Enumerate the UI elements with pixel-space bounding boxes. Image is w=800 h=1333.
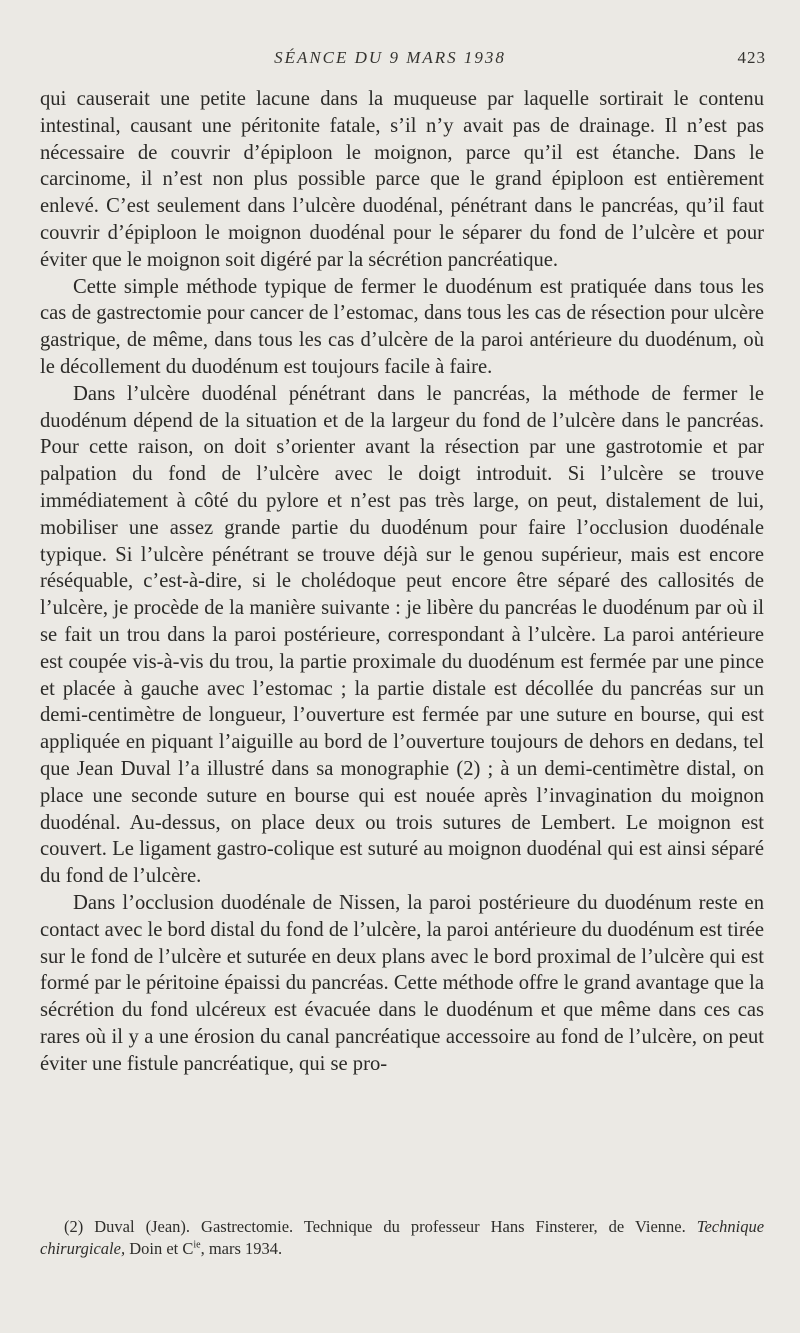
running-title: SÉANCE DU 9 MARS 1938	[274, 48, 506, 67]
footnote	[40, 1216, 764, 1260]
page-header	[40, 48, 766, 74]
paragraph-4: Dans l’occlusion duodénale de Nissen, la paroi postérieure du duodénum reste en contact avec le bord distal du fond de l’ulcère, la paroi antérieure du duodénum est tirée sur le fond de l’ulcère et suturée en deux plans avec le bord proximal de l’ulcère qui est formé par le péritoine épaissi du pancréas. Cette méthode offre le grand avantage que la sécrétion du fond ulcéreux est évacuée dans le duodénum et que même dans ces cas rares où il y a une érosion du canal pancréatique accessoire au fond de l’ulcère, on peut éviter une fistule pancréatique, qui se pro-	[40, 891, 764, 1075]
footnote-journal: Technique chirurgicale,	[40, 1217, 765, 1258]
paragraph-2: Cette simple méthode typique de fermer le duodénum est pratiquée dans tous les cas de gastrectomie pour cancer de l’estomac, dans tous les cas de résection pour ulcère gastrique, de même, dans tous les cas d’ulcère de la paroi antérieure du duodénum, où le décollement du duodénum est toujours facile à faire.	[40, 275, 764, 378]
body-text	[40, 86, 764, 1077]
footnote-2	[40, 1216, 764, 1260]
footnote-publisher: Doin et C	[129, 1239, 194, 1258]
page-number: 423	[737, 48, 766, 67]
footnote-date: , mars 1934.	[200, 1239, 283, 1258]
footnote-publisher-sup: ie	[193, 1239, 201, 1251]
paragraph-1: qui causerait une petite lacune dans la muqueuse par laquelle sortirait le contenu intestinal, causant une péritonite fatale, s’il n’y avait pas de drainage. Il n’est pas nécessaire de couvrir d’épiploon le moignon, parce qu’il est étanche. Dans le carcinome, il n’est non plus possible parce que le grand épiploon est entièrement enlevé. C’est seulement dans l’ulcère duodénal, pénétrant dans le pancréas, qu’il faut couvrir d’épiploon le moignon duodénal pour le séparer du fond de l’ulcère et pour éviter que le moignon soit digéré par la sécrétion pancréatique.	[40, 88, 764, 271]
paragraph-3: Dans l’ulcère duodénal pénétrant dans le pancréas, la méthode de fermer le duodénum dépend de la situation et de la largeur du fond de l’ulcère dans le pancréas. Pour cette raison, on doit s’orienter avant la résection par une gastrotomie et par palpation du fond de l’ulcère avec le doigt introduit. Si l’ulcère se trouve immédiatement à côté du pylore et n’est pas très large, on peut, distalement de lui, mobiliser une assez grande partie du duodénum pour faire l’occlusion duodénale typique. Si l’ulcère pénétrant se trouve déjà sur le genou supérieur, mais est encore réséquable, c’est-à-dire, si le cholédoque peut encore être séparé des callosités de l’ulcère, je procède de la manière suivante : je libère du pancréas le duodénum par où il se fait un trou dans la paroi postérieure, correspondant à l’ulcère. La paroi antérieure est coupée vis-à-vis du trou, la partie proximale du duodénum est fermée par une pince et placée à gauche avec l’estomac ; la partie distale est décollée du pancréas sur un demi-centimètre de longueur, l’ouverture est fermée par une suture en bourse, qui est appliquée en piquant l’aiguille au bord de l’ouverture toujours de dehors en dedans, tel que Jean Duval l’a illustré dans sa monographie (2) ; à un demi-centimètre distal, on place une seconde suture en bourse qui est nouée après l’invagination du moignon duodénal. Au-dessus, on place deux ou trois sutures de Lembert. Le moignon est couvert. Le ligament gastro-colique est suturé au moignon duodénal qui est ainsi séparé du fond de l’ulcère.	[40, 382, 764, 888]
footnote-author: (2) Duval (Jean). Gastrectomie. Technique du professeur Hans Finsterer, de Vienne.	[64, 1217, 686, 1236]
